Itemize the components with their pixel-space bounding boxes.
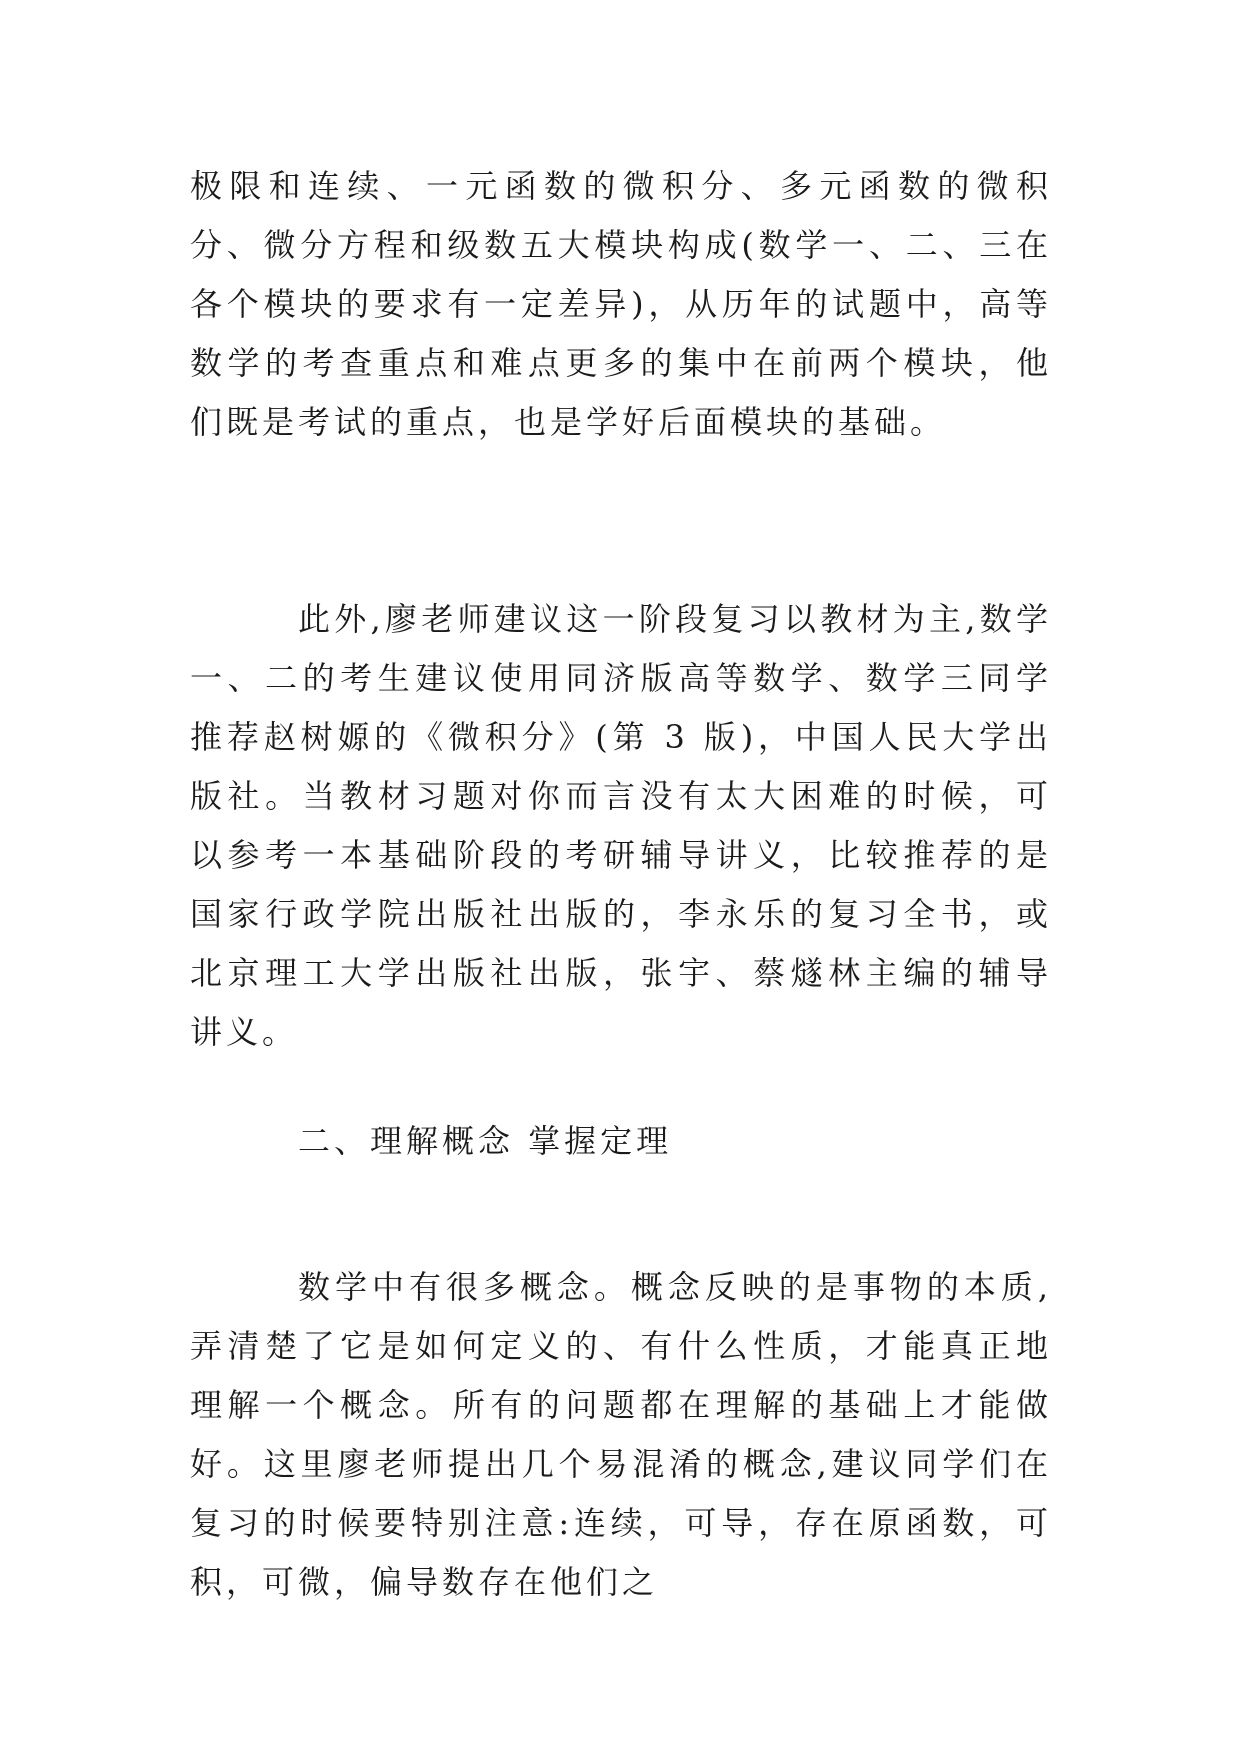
section-heading: 二、理解概念 掌握定理 <box>298 1122 673 1160</box>
paragraph-concepts: 数学中有很多概念。概念反映的是事物的本质,弄清楚了它是如何定义的、有什么性质，才能真正地理解一个概念。所有的问题都在理解的基础上才能做好。这里廖老师提出几个易混淆的概念,建议同学们在复习的时候要特别注意:连续，可导，存在原函数，可积，可微，偏导数存在他们之 <box>190 1268 1052 1601</box>
paragraph-modules-overview: 极限和连续、一元函数的微积分、多元函数的微积分、微分方程和级数五大模块构成(数学一、二、三在各个模块的要求有一定差异)，从历年的试题中，高等数学的考查重点和难点更多的集中在前两个模块，他们既是考试的重点，也是学好后面模块的基础。 <box>190 167 1052 441</box>
paragraph-textbook-recommendation: 此外,廖老师建议这一阶段复习以教材为主,数学一、二的考生建议使用同济版高等数学、数学三同学推荐赵树嫄的《微积分》(第 3 版)，中国人民大学出版社。当教材习题对你而言没有太大困难的时候，可以参考一本基础阶段的考研辅导讲义，比较推荐的是国家行政学院出版社出版的，李永乐的复习全书，或北京理工大学出版社出版，张宇、蔡燧林主编的辅导讲义。 <box>190 600 1052 1051</box>
